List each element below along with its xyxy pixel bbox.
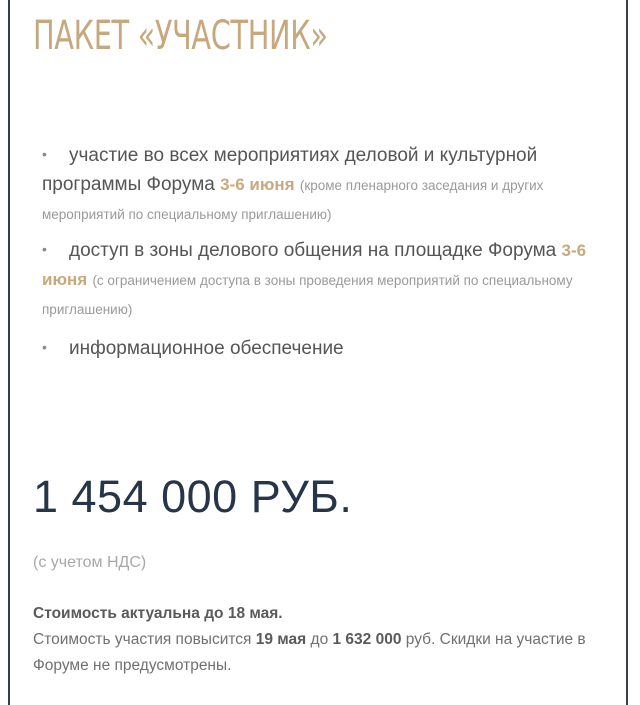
vat-note: (с учетом НДС) — [33, 554, 147, 571]
new-price: 1 632 000 — [332, 631, 402, 648]
feature-date-highlight: 3-6 июня — [42, 241, 587, 289]
notice-text: до — [306, 631, 333, 648]
notice-text: руб. Скидки на участие в Форуме не предусмотрены. — [33, 631, 586, 674]
feature-item — [42, 235, 602, 324]
feature-item — [42, 333, 344, 363]
notice-text: Стоимость участия повысится — [33, 631, 256, 648]
bullet-icon: • — [42, 241, 47, 257]
feature-text: участие во всех мероприятиях деловой и культурной программы Форума — [42, 145, 538, 195]
price-amount: 1 454 000 РУБ. — [33, 471, 353, 522]
feature-note: (с ограничением доступа в зоны проведения мероприятий по специальному приглашению) — [42, 273, 573, 317]
increase-date: 19 мая — [255, 631, 307, 648]
bullet-icon: • — [42, 339, 47, 355]
feature-item — [42, 140, 602, 229]
feature-text: информационное обеспечение — [69, 338, 344, 359]
price-notice — [33, 601, 608, 679]
feature-note: (кроме пленарного заседания и других мероприятий по специальному приглашению) — [42, 178, 544, 222]
price-deadline: Стоимость актуальна до 18 мая. — [33, 605, 283, 622]
package-title: ПАКЕТ «УЧАСТНИК» — [33, 13, 328, 59]
feature-date-highlight: 3-6 июня — [220, 175, 295, 194]
feature-text: доступ в зоны делового общения на площадке Форума — [69, 240, 562, 261]
bullet-icon: • — [42, 146, 47, 162]
